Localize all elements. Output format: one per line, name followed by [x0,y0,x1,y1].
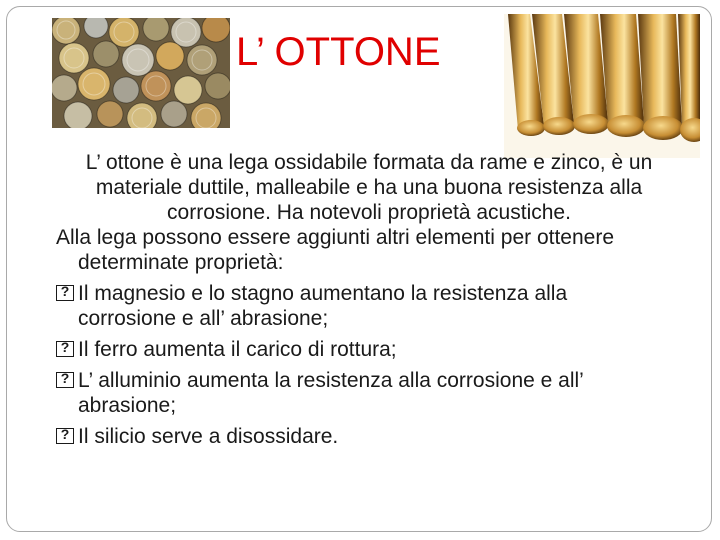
missing-glyph-icon [56,285,74,301]
bullet-item [56,368,666,418]
missing-glyph-icon [56,341,74,357]
coins-illustration [52,18,230,128]
bullet-item [56,281,666,331]
bullet-item [56,337,666,362]
coins-photo [52,18,230,128]
slide-body [56,150,666,449]
missing-glyph-icon [56,372,74,388]
bullet-text: Il ferro aumenta il carico di rottura; [78,338,397,361]
intro-paragraph: L’ ottone è una lega ossidabile formata da rame e zinco, è un materiale duttile, malleabile e ha una buona resistenza alla corrosione. Ha notevoli proprietà acustiche. [85,151,653,224]
alloy-note: Alla lega possono essere aggiunti altri elementi per ottenere determinate proprietà: [56,226,615,274]
bullet-text: Il magnesio e lo stagno aumentano la resistenza alla corrosione e all’ abrasione; [78,282,568,330]
bullet-text: L’ alluminio aumenta la resistenza alla corrosione e all’ abrasione; [78,369,584,417]
brass-rods-illustration [504,14,700,158]
bullet-item [56,424,666,449]
brass-rods-photo [504,14,700,158]
missing-glyph-icon [56,428,74,444]
bullet-text: Il silicio serve a disossidare. [78,425,339,448]
slide-title: L’ OTTONE [236,30,441,74]
